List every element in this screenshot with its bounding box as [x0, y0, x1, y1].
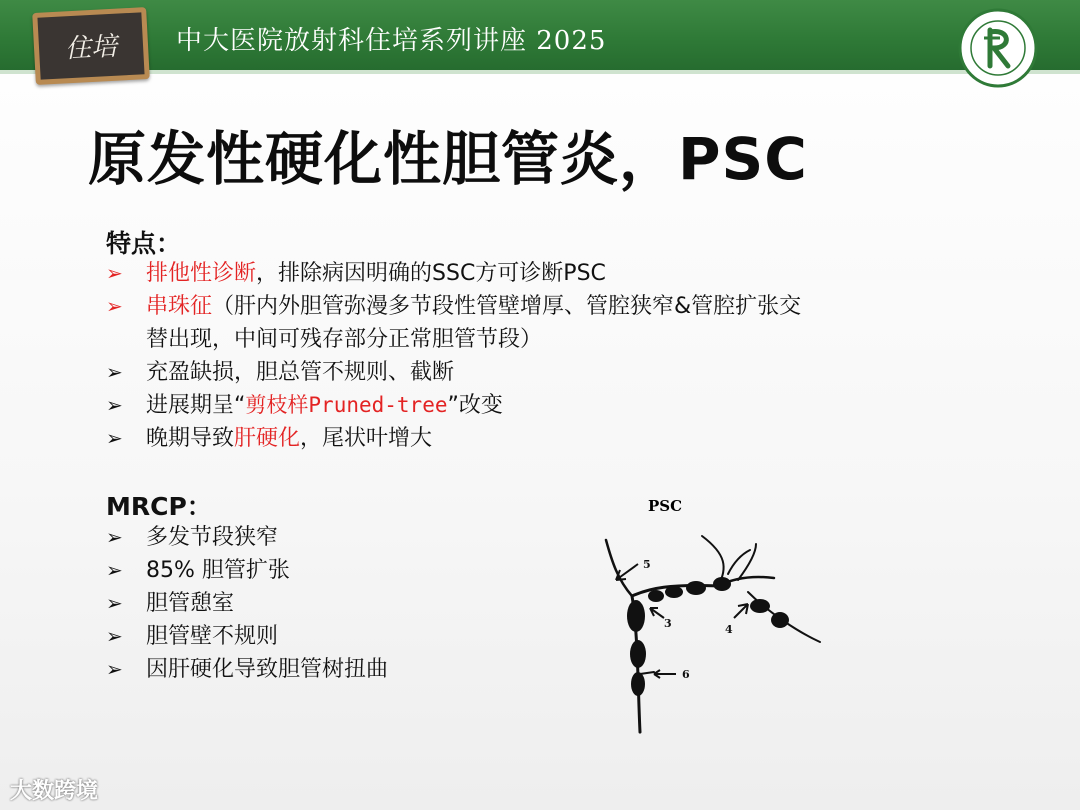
- diagram-label: 5: [643, 558, 651, 571]
- item-text: 因肝硬化导致胆管树扭曲: [146, 657, 389, 682]
- features-list: [106, 257, 801, 455]
- series-title: 中大医院放射科住培系列讲座 2025: [176, 26, 607, 56]
- bullet-arrow-icon: ➢: [106, 360, 123, 384]
- item-text: 85% 胆管扩张: [146, 558, 290, 583]
- bullet-arrow-icon: ➢: [106, 261, 123, 285]
- list-item: [106, 554, 388, 587]
- bullet-arrow-icon: ➢: [106, 591, 123, 615]
- item-text: 多发节段狭窄: [146, 525, 279, 550]
- item-text: 胆管憩室: [146, 591, 235, 616]
- item-text: 进展期呈“: [146, 393, 246, 418]
- bullet-arrow-icon: ➢: [106, 657, 123, 681]
- list-item: [106, 356, 801, 389]
- item-text-continued: 替出现，中间可残存部分正常胆管节段）: [146, 327, 543, 352]
- list-item: [106, 389, 801, 422]
- list-item: [106, 620, 388, 653]
- diagram-label: 3: [664, 617, 672, 630]
- item-text: （肝内外胆管弥漫多节段性管壁增厚、管腔狭窄&管腔扩张交: [212, 294, 802, 319]
- bullet-arrow-icon: ➢: [106, 558, 123, 582]
- diagram-label: 4: [725, 623, 733, 636]
- bullet-arrow-icon: ➢: [106, 294, 123, 318]
- hospital-emblem-icon: [954, 8, 1042, 96]
- list-item: [106, 290, 801, 356]
- bullet-arrow-icon: ➢: [106, 426, 123, 450]
- mrcp-heading: MRCP：: [106, 492, 212, 521]
- list-item: [106, 521, 388, 554]
- bullet-arrow-icon: ➢: [106, 624, 123, 648]
- highlight-text: 肝硬化: [234, 426, 301, 451]
- features-heading: 特点：: [106, 229, 182, 258]
- item-text: ，排除病因明确的SSC方可诊断PSC: [256, 261, 606, 286]
- item-text: 晚期导致: [146, 426, 235, 451]
- item-text: ”改变: [447, 393, 503, 418]
- diagram-label: 6: [682, 668, 690, 681]
- psc-bile-duct-diagram: [598, 492, 838, 742]
- list-item: [106, 422, 801, 455]
- highlight-text: 排他性诊断: [146, 261, 257, 286]
- list-item: [106, 587, 388, 620]
- bullet-arrow-icon: ➢: [106, 393, 123, 417]
- list-item: [106, 653, 388, 686]
- list-item: [106, 257, 801, 290]
- bullet-arrow-icon: ➢: [106, 525, 123, 549]
- item-text: 充盈缺损，胆总管不规则、截断: [146, 360, 455, 385]
- page-title: 原发性硬化性胆管炎，PSC: [88, 125, 808, 193]
- item-text: ，尾状叶增大: [300, 426, 433, 451]
- chalkboard-logo-text: 住培: [64, 31, 118, 65]
- mrcp-list: [106, 521, 388, 686]
- watermark: 大数跨境: [10, 779, 99, 804]
- chalkboard-logo: [32, 7, 150, 85]
- highlight-text: 剪枝样Pruned-tree: [245, 393, 448, 417]
- header-stripe: [0, 70, 1080, 74]
- highlight-text: 串珠征: [146, 294, 213, 319]
- item-text: 胆管壁不规则: [146, 624, 279, 649]
- diagram-title: PSC: [648, 497, 683, 515]
